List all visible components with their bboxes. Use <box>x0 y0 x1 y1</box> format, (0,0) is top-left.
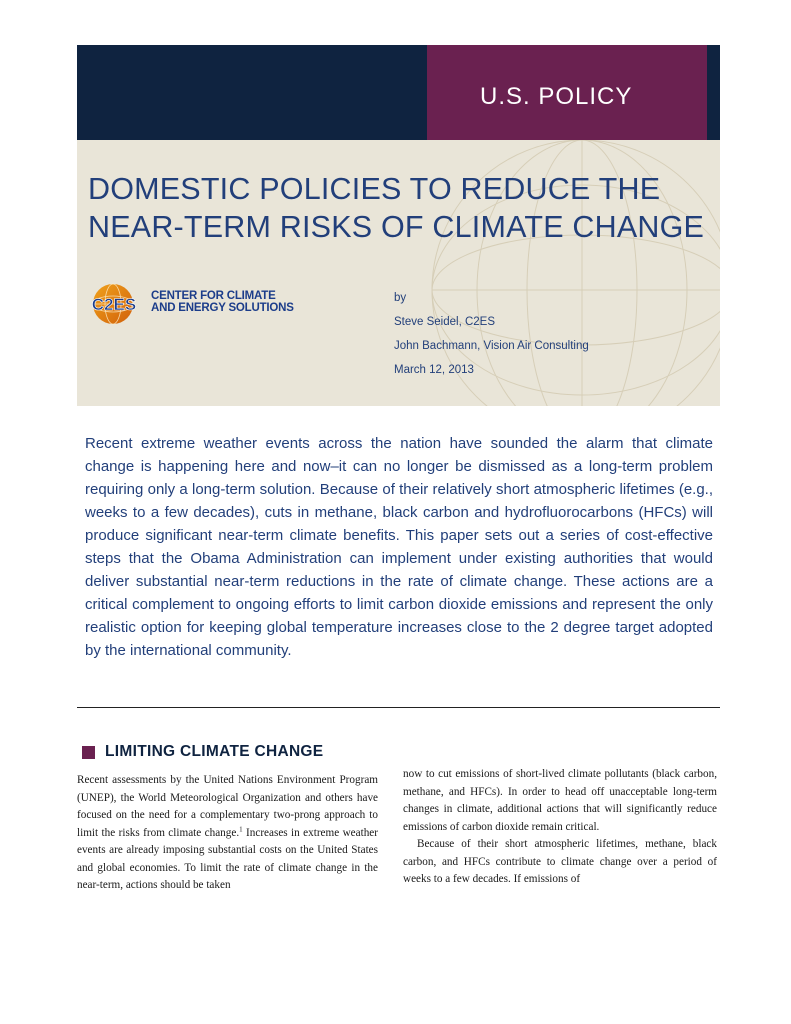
title-panel <box>77 140 720 406</box>
c2es-logo <box>83 282 303 326</box>
logo-line-2: AND ENERGY SOLUTIONS <box>151 302 294 314</box>
c2es-logo-icon <box>83 282 147 326</box>
section-tag: U.S. POLICY <box>480 83 633 110</box>
logo-line-1: CENTER FOR CLIMATE <box>151 290 276 302</box>
body-column-left <box>77 772 378 895</box>
author-2: John Bachmann, Vision Air Consulting <box>394 340 589 352</box>
body-text-left-b: Increases in extreme weather events are already imposing substantial costs on the United States and global economies. To limit the rate of climate change in the near-term, actions should be taken <box>77 826 378 891</box>
section-heading-text: LIMITING CLIMATE CHANGE <box>105 743 324 760</box>
section-heading <box>82 741 402 763</box>
byline-by: by <box>394 292 407 304</box>
document-title <box>88 170 708 246</box>
body-text-left-a: Recent assessments by the United Nations Environment Program (UNEP), the World Meteorological Organization and others have focused on the need for a complementary two-prong approach to limit the risks from climate change. <box>77 774 378 839</box>
body-column-right <box>403 766 717 889</box>
abstract: Recent extreme weather events across the nation have sounded the alarm that climate change is happening here and now–it can no longer be dismissed as a long-term problem requiring only a long-term solution. Because of their relatively short atmospheric lifetimes (e.g., weeks to a few decades), cuts in methane, black carbon and hydrofluorocarbons (HFCs) will produce significant near-term climate benefits. This paper sets out a series of cost-effective steps that the Obama Administration can implement under existing authorities that would deliver substantial near-term reductions in the rate of climate change. These actions are a critical complement to ongoing efforts to limit carbon dioxide emissions and represent the only realistic option for keeping global temperature increases close to the 2 degree target adopted by the international community. <box>85 435 713 659</box>
header-right-strip <box>707 45 720 140</box>
title-line-1: DOMESTIC POLICIES TO REDUCE THE <box>88 172 661 206</box>
divider-rule <box>77 707 720 708</box>
svg-text:C2ES: C2ES <box>91 295 137 314</box>
publication-date: March 12, 2013 <box>394 364 474 376</box>
logo-text <box>151 290 311 314</box>
footnote-ref[interactable]: 1 <box>239 824 243 833</box>
square-bullet-icon <box>82 746 95 759</box>
body-paragraph-left <box>77 772 378 895</box>
body-paragraph-right-2: Because of their short atmospheric lifetimes, methane, black carbon, and HFCs contribute to climate change over a period of weeks to a few decades. If emissions of <box>403 838 717 885</box>
byline <box>394 286 714 382</box>
author-1: Steve Seidel, C2ES <box>394 316 496 328</box>
title-line-2: NEAR-TERM RISKS OF CLIMATE CHANGE <box>88 210 705 244</box>
body-paragraph-right-1: now to cut emissions of short-lived climate pollutants (black carbon, methane, and HFCs). In order to head off unacceptable long-term changes in climate, additional actions that will significantly reduce emissions of carbon dioxide remain critical. <box>403 768 717 833</box>
